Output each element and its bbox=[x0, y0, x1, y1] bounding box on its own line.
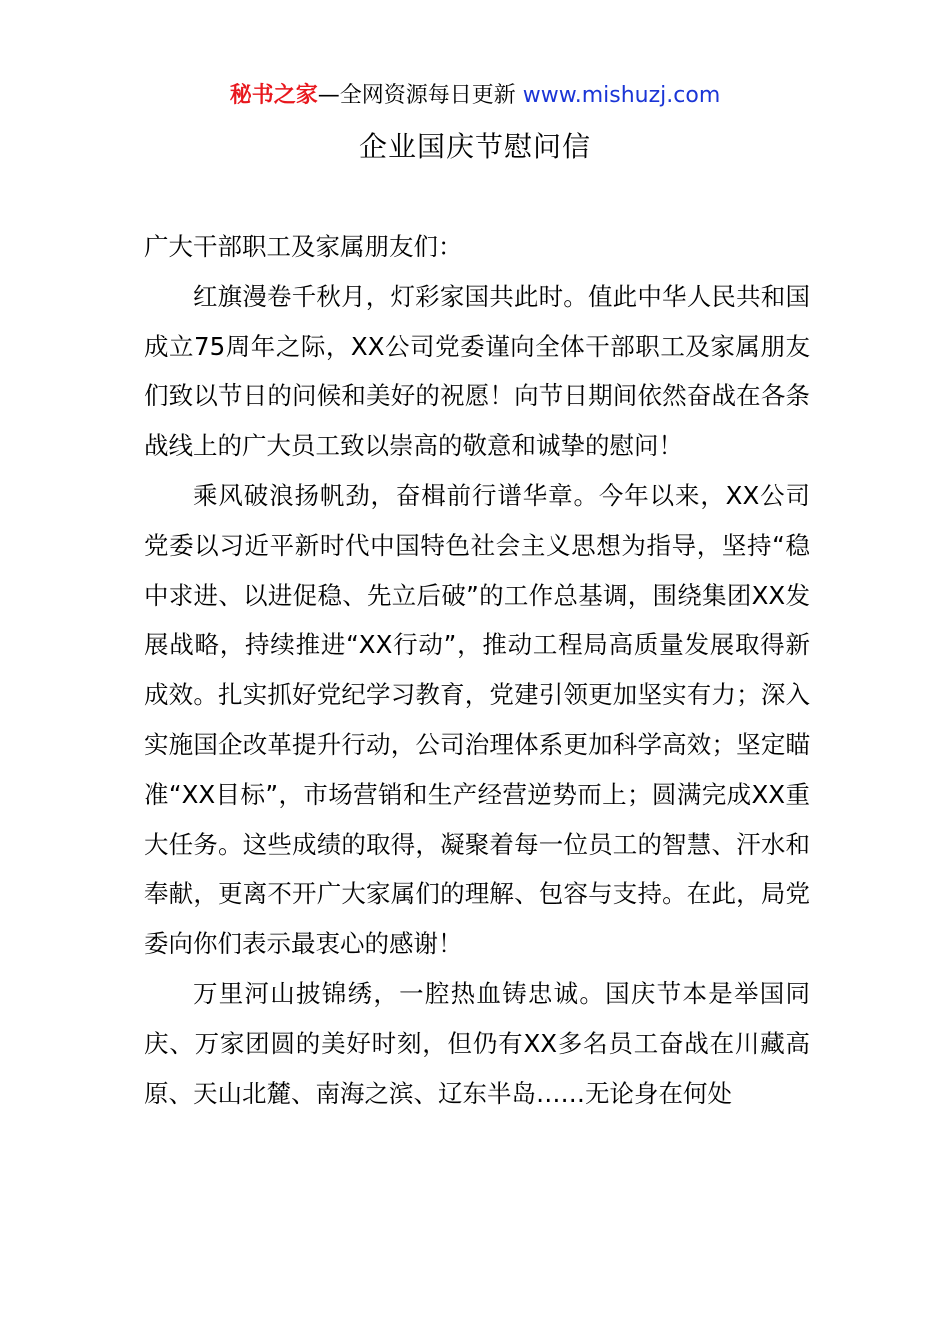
header-dash: — bbox=[317, 83, 340, 108]
salutation: 广大干部职工及家属朋友们： bbox=[144, 232, 463, 261]
document-title: 企业国庆节慰问信 bbox=[358, 130, 591, 163]
paragraph-2: 乘风破浪扬帆劲，奋楫前行谱华章。今年以来，XX公司党委以习近平新时代中国特色社会主义思想为指导，坚持“稳中求进、以进促稳、先立后破”的工作总基调，围绕集团XX发展战略，持续推进“XX行动”，推动工程局高质量发展取得新成效。扎实抓好党纪学习教育，党建引领更加坚实有力；深入实施国企改革提升行动，公司治理体系更加科学高效；坚定瞄准“XX目标”，市场营销和生产经营逆势而上；圆满完成XX重大任务。这些成绩的取得，凝聚着每一位员工的智慧、汗水和奉献，更离不开广大家属们的理解、包容与支持。在此，局党委向你们表示最衷心的感谢！ bbox=[144, 480, 810, 959]
paragraph-3: 万里河山披锦绣，一腔热血铸忠诚。国庆节本是举国同庆、万家团圆的美好时刻，但仍有XX多名员工奋战在川藏高原、天山北麓、南海之滨、辽东半岛……无论身在何处 bbox=[144, 978, 810, 1108]
site-brand: 秘书之家 bbox=[229, 83, 318, 108]
document-body bbox=[144, 222, 810, 1118]
site-url[interactable]: www.mishuzj.com bbox=[522, 83, 721, 108]
site-header bbox=[0, 80, 950, 112]
site-tagline: 全网资源每日更新 bbox=[339, 83, 516, 108]
paragraph-1: 红旗漫卷千秋月，灯彩家国共此时。值此中华人民共和国成立75周年之际，XX公司党委谨向全体干部职工及家属朋友们致以节日的问候和美好的祝愿！向节日期间依然奋战在各条战线上的广大员工致以崇高的敬意和诚挚的慰问！ bbox=[144, 281, 810, 461]
